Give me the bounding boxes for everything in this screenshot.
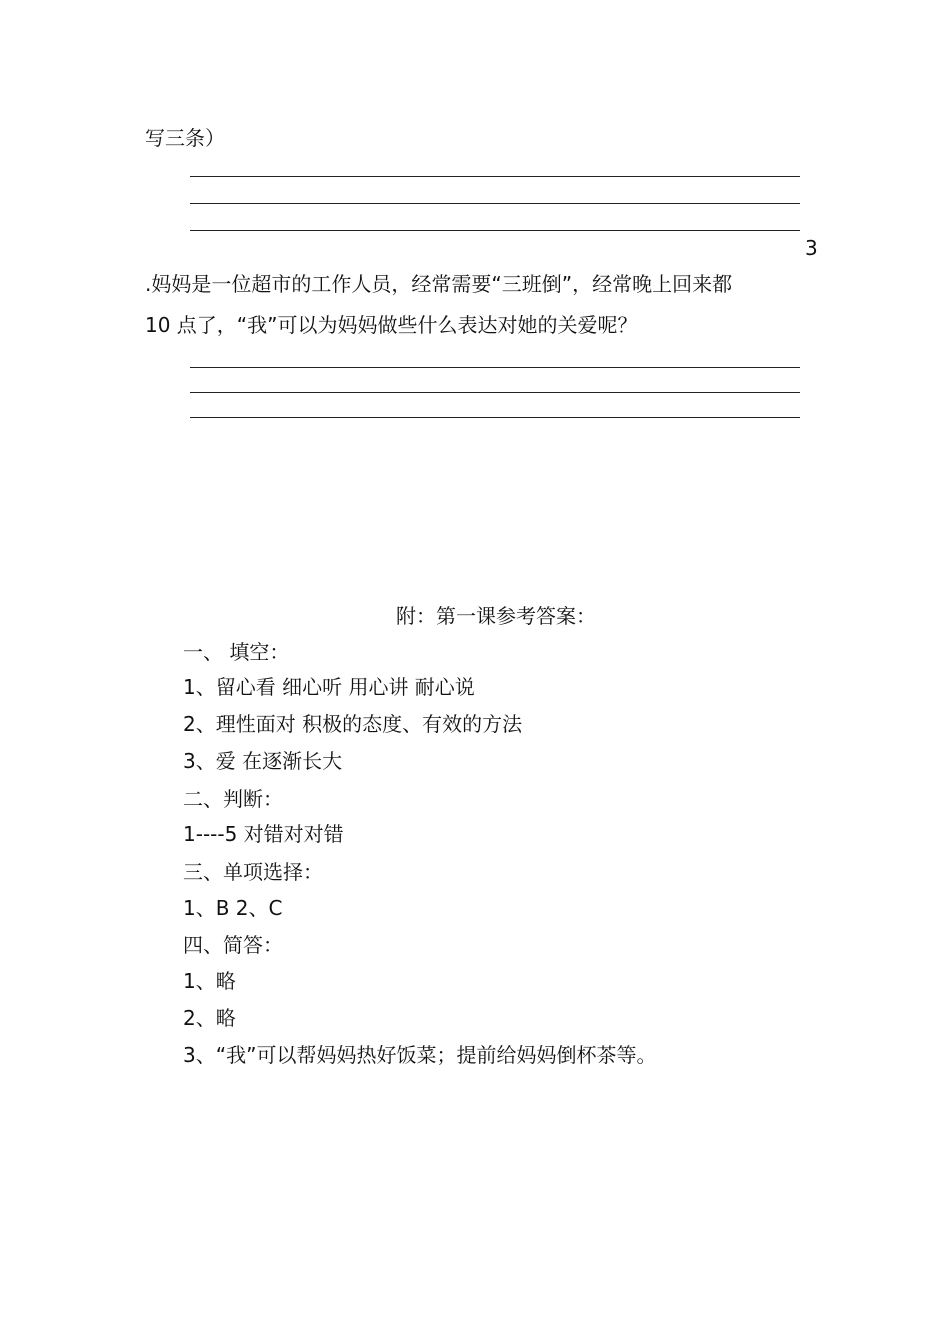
question-text-line-1: .妈妈是一位超市的工作人员，经常需要“三班倒”，经常晚上回来都 xyxy=(145,272,733,296)
answer-line xyxy=(190,367,800,368)
question-text-line-2: 10 点了，“我”可以为妈妈做些什么表达对她的关爱呢？ xyxy=(145,313,638,337)
section-heading: 三、单项选择： xyxy=(183,860,323,884)
answer-item: 1、留心看 细心听 用心讲 耐心说 xyxy=(183,675,475,699)
answer-item: 3、“我”可以帮妈妈热好饭菜；提前给妈妈倒杯茶等。 xyxy=(183,1043,657,1067)
answer-item: 1----5 对错对对错 xyxy=(183,822,344,846)
answer-line xyxy=(190,417,800,418)
answer-line xyxy=(190,392,800,393)
answer-key-title: 附：第一课参考答案： xyxy=(396,604,596,628)
answer-item: 1、略 xyxy=(183,969,236,993)
answer-item: 2、理性面对 积极的态度、有效的方法 xyxy=(183,712,523,736)
answer-item: 2、略 xyxy=(183,1006,236,1030)
section-heading: 四、简答： xyxy=(183,933,283,957)
section-heading: 一、 填空： xyxy=(183,640,290,664)
answer-line xyxy=(190,230,800,231)
section-heading: 二、判断： xyxy=(183,787,283,811)
answer-item: 3、爱 在逐渐长大 xyxy=(183,749,343,773)
answer-line xyxy=(190,203,800,204)
answer-item: 1、B 2、C xyxy=(183,896,283,920)
question-number: 3 xyxy=(805,236,818,260)
q2-tail-text: 写三条） xyxy=(145,126,225,150)
answer-line xyxy=(190,176,800,177)
